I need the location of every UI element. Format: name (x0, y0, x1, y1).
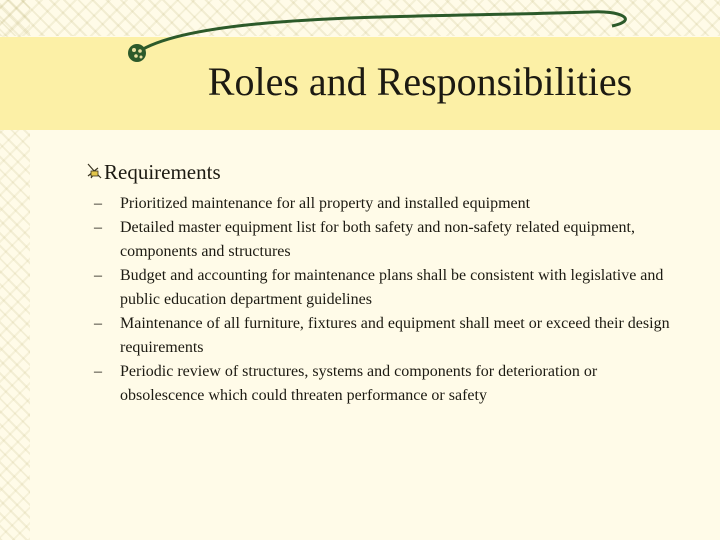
dash-marker: – (94, 195, 102, 212)
list-item (94, 192, 674, 216)
dash-marker: – (94, 315, 102, 332)
sub-bullet-list (94, 192, 674, 408)
list-item-text: Budget and accounting for maintenance plans shall be consistent with legislative and public education department guidelines (120, 267, 664, 308)
list-item-text: Maintenance of all furniture, fixtures and equipment shall meet or exceed their design requirements (120, 315, 670, 356)
list-item (94, 360, 674, 408)
sketch-bullet-icon (86, 160, 104, 180)
decorative-swoosh-line (138, 12, 625, 52)
dash-marker: – (94, 363, 102, 380)
dash-marker: – (94, 267, 102, 284)
list-item-text: Detailed master equipment list for both safety and non-safety related equipment, components and structures (120, 219, 635, 260)
list-item (94, 312, 674, 360)
slide-title: Roles and Responsibilities (207, 59, 633, 104)
bullet-heading: Requirements (104, 160, 221, 184)
list-item-text: Periodic review of structures, systems and components for deterioration or obsolescence which could threaten performance or safety (120, 363, 598, 404)
dash-marker: – (94, 219, 102, 236)
list-item (94, 264, 674, 312)
list-item (94, 216, 674, 264)
list-item-text: Prioritized maintenance for all property and installed equipment (120, 195, 531, 212)
